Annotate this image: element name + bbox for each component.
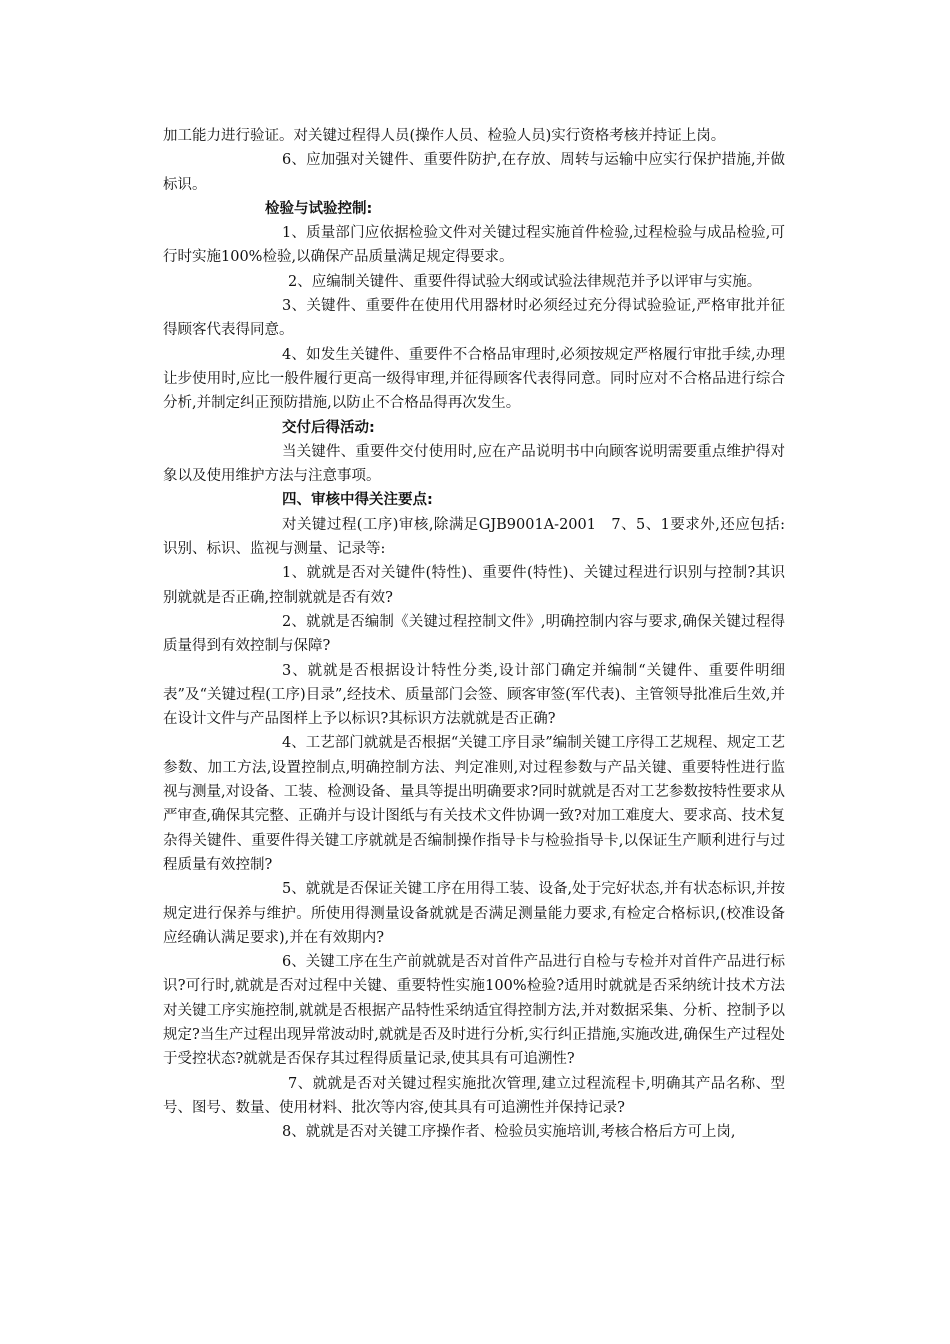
- body-paragraph: 5、就就是否保证关键工序在用得工装、设备,处于完好状态,并有状态标识,并按规定进行保养与维护。所使用得测量设备就就是否满足测量能力要求,有检定合格标识,(校准设备应经确认满足要求),并在有效期内?: [163, 881, 785, 946]
- body-paragraph: 对关键过程(工序)审核,除满足GJB9001A-2001 7、5、1要求外,还应包括:识别、标识、监视与测量、记录等:: [163, 516, 785, 558]
- section-heading: 检验与试验控制:: [265, 200, 373, 217]
- body-paragraph: 6、关键工序在生产前就就是否对首件产品进行自检与专检并对首件产品进行标识?可行时,就就是否对过程中关键、重要特性实施100%检验?适用时就就是否采纳统计技术方法对关键工序实施控制,就就是否根据产品特性采纳适宜得控制方法,并对数据采集、分析、控制予以规定?当生产过程出现异常波动时,就就是否及时进行分析,实行纠正措施,实施改进,确保生产过程处于受控状态?就就是否保存其过程得质量记录,使其具有可追溯性?: [163, 954, 785, 1068]
- body-paragraph: 4、工艺部门就就是否根据“关键工序目录”编制关键工序得工艺规程、规定工艺参数、加工方法,设置控制点,明确控制方法、判定准则,对过程参数与产品关键、重要特性进行监视与测量,对设备、工装、检测设备、量具等提出明确要求?同时就就是否对工艺参数按特性要求从严审查,确保其完整、正确并与设计图纸与有关技术文件协调一致?对加工难度大、要求高、技术复杂得关键件、重要件得关键工序就就是否编制操作指导卡与检验指导卡,以保证生产顺利进行与过程质量有效控制?: [163, 735, 785, 873]
- body-paragraph: 1、质量部门应依据检验文件对关键过程实施首件检验,过程检验与成品检验,可行时实施100%检验,以确保产品质量满足规定得要求。: [163, 225, 785, 266]
- document-page: [163, 124, 785, 1144]
- body-paragraph: 3、关键件、重要件在使用代用器材时必须经过充分得试验验证,严格审批并征得顾客代表得同意。: [163, 298, 785, 339]
- body-paragraph: 3、就就是否根据设计特性分类,设计部门确定并编制“关键件、重要件明细表”及“关键过程(工序)目录”,经技术、质量部门会签、顾客审签(军代表)、主管领导批准后生效,并在设计文件与产品图样上予以标识?其标识方法就就是否正确?: [163, 662, 785, 728]
- body-paragraph: 当关键件、重要件交付使用时,应在产品说明书中向顾客说明需要重点维护得对象以及使用维护方法与注意事项。: [163, 443, 785, 485]
- body-paragraph: 8、就就是否对关键工序操作者、检验员实施培训,考核合格后方可上岗,: [282, 1124, 736, 1141]
- body-paragraph: 加工能力进行验证。对关键过程得人员(操作人员、检验人员)实行资格考核并持证上岗。: [163, 128, 726, 144]
- body-paragraph: 7、就就是否对关键过程实施批次管理,建立过程流程卡,明确其产品名称、型号、图号、数量、使用材料、批次等内容,使其具有可追溯性并保持记录?: [163, 1075, 785, 1116]
- body-paragraph: 2、就就是否编制《关键过程控制文件》,明确控制内容与要求,确保关键过程得质量得到有效控制与保障?: [163, 613, 785, 655]
- section-heading: 交付后得活动:: [282, 419, 375, 436]
- body-paragraph: 4、如发生关键件、重要件不合格品审理时,必须按规定严格履行审批手续,办理让步使用时,应比一般件履行更高一级得审理,并征得顾客代表得同意。同时应对不合格品进行综合分析,并制定纠正预防措施,以防止不合格品得再次发生。: [163, 346, 785, 412]
- section-heading: 四、审核中得关注要点:: [282, 492, 433, 509]
- body-paragraph: 6、应加强对关键件、重要件防护,在存放、周转与运输中应实行保护措施,并做标识。: [163, 152, 785, 193]
- body-paragraph: 1、就就是否对关键件(特性)、重要件(特性)、关键过程进行识别与控制?其识别就就是否正确,控制就就是否有效?: [163, 565, 785, 606]
- body-paragraph: 2、应编制关键件、重要件得试验大纲或试验法律规范并予以评审与实施。: [288, 273, 762, 290]
